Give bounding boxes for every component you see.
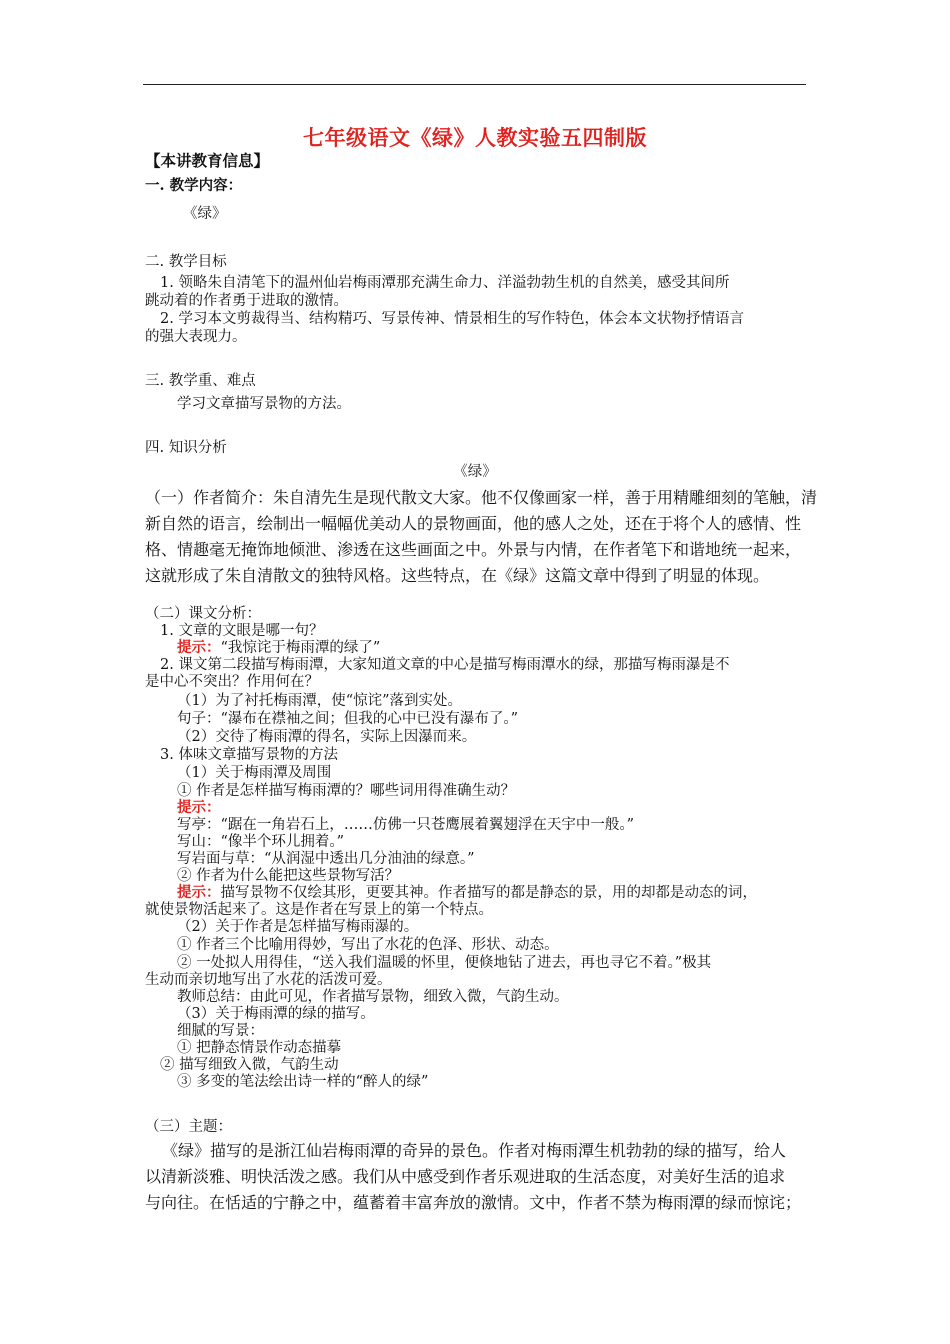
hint-text: “我惊诧于梅雨潭的绿了”: [220, 640, 381, 656]
teacher-summary: 教师总结：由此可见，作者描写景物，细致入微，气韵生动。: [177, 989, 569, 1005]
subpoint-3-3: （3）关于梅雨潭的绿的描写。: [177, 1006, 375, 1022]
subpoint-3-2: （2）关于作者是怎样描写梅雨瀑的。: [177, 919, 419, 935]
theme-heading: （三）主题：: [145, 1119, 232, 1135]
goal-1-line-2: 跳动着的作者勇于进取的激情。: [145, 293, 348, 309]
write-pavilion: 写亭：“踞在一角岩石上，……仿佛一只苍鹰展着翼翅浮在天宇中一般。”: [177, 817, 635, 833]
goal-2-line-2: 的强大表现力。: [145, 329, 247, 345]
subpoint-3-2-b-line-1: ② 一处拟人用得佳，“送入我们温暖的怀里，便倏地钻了进去，再也寻它不着。”极其: [177, 955, 712, 971]
author-intro-line-2: 新自然的语言，绘制出一幅幅优美动人的景物画面，他的感人之处，还在于将个人的感情、性: [145, 514, 802, 533]
question-2-sentence: 句子：“瀑布在襟袖之间；但我的心中已没有瀑布了。”: [177, 711, 519, 727]
section-3-content: 学习文章描写景物的方法。: [177, 396, 351, 412]
hint-3-line-1: 提示：描写景物不仅绘其形，更要其神。作者描写的都是静态的景，用的却都是动态的词，: [177, 884, 757, 901]
header-rule: [143, 84, 806, 85]
subpoint-3-3-c: ③ 多变的笔法绘出诗一样的“醉人的绿”: [177, 1074, 429, 1090]
question-2-reason-2: （2）交待了梅雨潭的得名，实际上因瀑而来。: [177, 729, 477, 745]
section-1-heading: 一. 教学内容：: [145, 177, 243, 194]
question-2-line-1: 2. 课文第二段描写梅雨潭，大家知道文章的中心是描写梅雨潭水的绿，那描写梅雨瀑是不: [160, 657, 730, 673]
subpoint-3-1-a: ① 作者是怎样描写梅雨潭的？哪些词用得准确生动？: [177, 783, 516, 799]
subpoint-3-2-b-line-2: 生动而亲切地写出了水花的活泼可爱。: [145, 972, 392, 988]
section-3-heading: 三. 教学重、难点: [145, 373, 256, 389]
goal-2-line-1: 2. 学习本文剪裁得当、结构精巧、写景传神、情景相生的写作特色，体会本文状物抒情语言: [160, 311, 744, 327]
text-analysis-heading: （二）课文分析：: [145, 606, 261, 622]
goal-1-line-1: 1. 领略朱自清笔下的温州仙岩梅雨潭那充满生命力、洋溢勃勃生机的自然美，感受其间所: [160, 275, 730, 291]
subpoint-3-2-a: ① 作者三个比喻用得妙，写出了水花的色泽、形状、动态。: [177, 937, 559, 953]
subpoint-3-3-a: ① 把静态情景作动态描摹: [177, 1040, 342, 1056]
section-1-content: 《绿》: [183, 206, 227, 222]
subpoint-3-3-b: ② 描写细致入微，气韵生动: [160, 1057, 339, 1073]
subpoint-3-3-heading: 细腻的写景：: [177, 1023, 264, 1039]
author-intro-line-3: 格、情趣毫无掩饰地倾泄、渗透在这些画面之中。外景与内情，在作者笔下和谐地统一起来，: [145, 540, 802, 559]
hint-label: 提示：: [177, 639, 221, 656]
hint-label-2: 提示：: [177, 799, 221, 816]
author-intro-line-4: 这就形成了朱自清散文的独特风格。这些特点，在《绿》这篇文章中得到了明显的体现。: [145, 566, 770, 585]
hint-3-line-2: 就使景物活起来了。这是作者在写景上的第一个特点。: [145, 902, 493, 918]
question-2-reason-1: （1）为了衬托梅雨潭，使“惊诧”落到实处。: [177, 693, 463, 709]
question-1-hint: [177, 639, 380, 657]
write-mountain: 写山：“像半个环儿拥着。”: [177, 834, 345, 850]
info-header: 【本讲教育信息】: [145, 151, 270, 170]
write-rock: 写岩面与草：“从润湿中透出几分油油的绿意。”: [177, 851, 475, 867]
document-title: 七年级语文《绿》人教实验五四制版: [303, 125, 647, 150]
theme-line-2: 以清新淡雅、明快活泼之感。我们从中感受到作者乐观进取的生活态度，对美好生活的追求: [145, 1167, 786, 1186]
section-4-heading: 四. 知识分析: [145, 440, 227, 456]
theme-line-3: 与向往。在恬适的宁静之中，蕴蓄着丰富奔放的激情。文中，作者不禁为梅雨潭的绿而惊诧；: [145, 1193, 802, 1212]
subpoint-3-1: （1）关于梅雨潭及周围: [177, 765, 332, 781]
question-1: 1. 文章的文眼是哪一句？: [160, 623, 324, 639]
subpoint-3-1-b: ② 作者为什么能把这些景物写活？: [177, 868, 400, 884]
question-3: 3. 体味文章描写景物的方法: [160, 747, 338, 763]
text-title: 《绿》: [453, 464, 497, 480]
author-intro-line-1: （一）作者简介：朱自清先生是现代散文大家。他不仅像画家一样，善于用精雕细刻的笔触，清: [145, 488, 818, 507]
section-2-heading: 二. 教学目标: [145, 254, 227, 270]
question-2-line-2: 是中心不突出？作用何在？: [145, 674, 319, 690]
theme-line-1: 《绿》描写的是浙江仙岩梅雨潭的奇异的景色。作者对梅雨潭生机勃勃的绿的描写，给人: [162, 1141, 787, 1160]
